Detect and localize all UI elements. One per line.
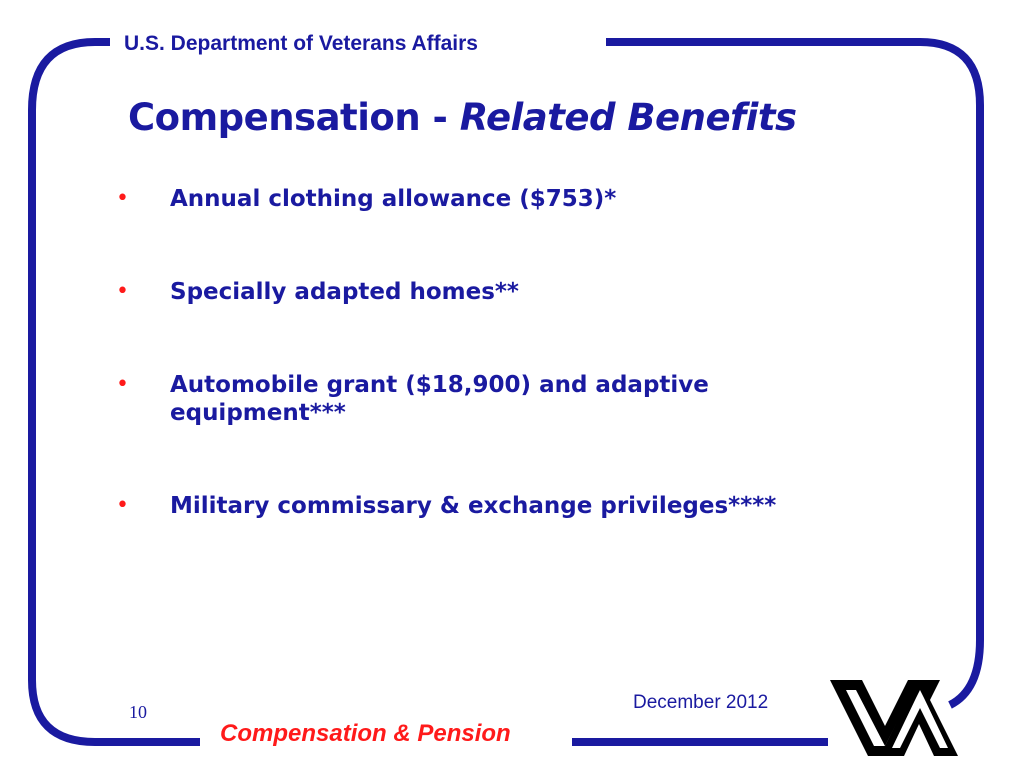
bullet-line: Specially adapted homes** [170, 279, 519, 305]
slide-title [128, 96, 797, 139]
bullet-line: Military commissary & exchange privileges**** [170, 493, 777, 519]
bullet-item [112, 489, 872, 523]
bullet-dot: • [116, 493, 129, 518]
bullet-item [112, 275, 872, 309]
bullet-text [170, 371, 709, 427]
bullet-line: Annual clothing allowance ($753)* [170, 186, 617, 212]
agency-name: U.S. Department of Veterans Affairs [124, 32, 478, 55]
page-number: 10 [129, 702, 147, 722]
bullet-line: Automobile grant ($18,900) and adaptive [170, 372, 709, 398]
title-main: Compensation - [128, 96, 460, 139]
va-logo-icon [830, 660, 960, 760]
bullet-item [112, 368, 872, 427]
bullet-text [170, 278, 519, 306]
bullet-dot: • [116, 372, 129, 397]
bullet-text [170, 492, 776, 520]
date-label: December 2012 [633, 692, 769, 713]
bullet-dot: • [116, 186, 129, 211]
bullet-line: equipment*** [170, 400, 346, 426]
bullet-text [170, 185, 616, 213]
title-italic: Related Benefits [459, 96, 797, 139]
bullet-item [112, 182, 872, 216]
bullet-dot: • [116, 279, 129, 304]
footer-program: Compensation & Pension [220, 720, 511, 747]
